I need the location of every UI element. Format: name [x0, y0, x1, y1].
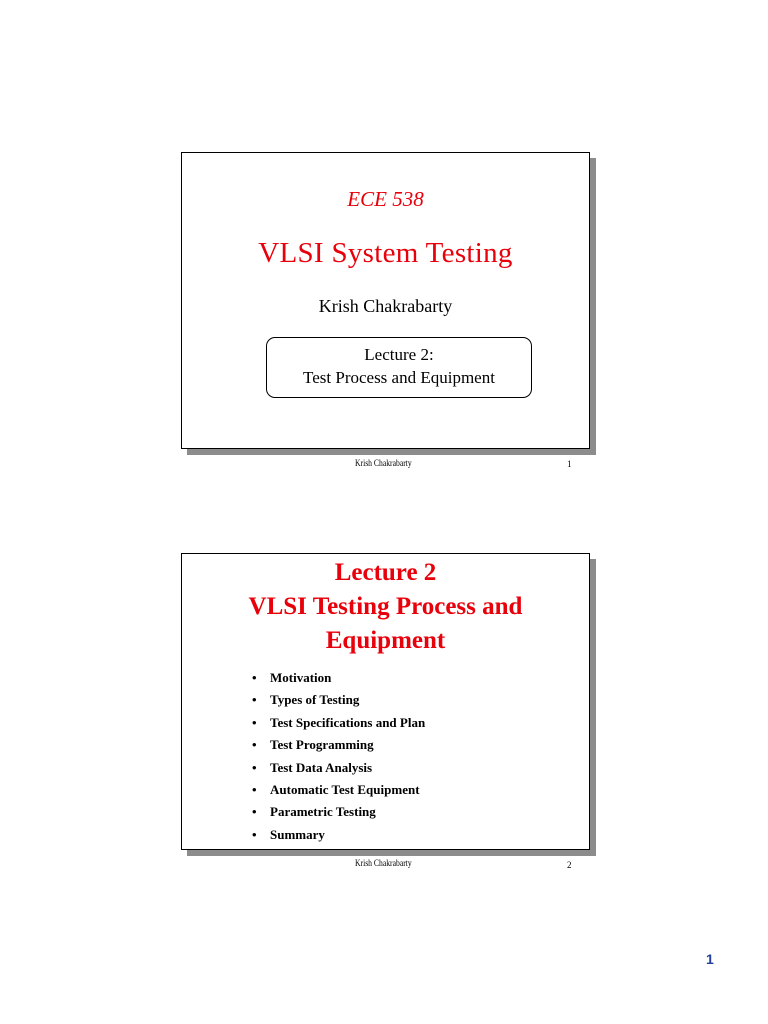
- bullet-icon: •: [252, 737, 257, 753]
- list-item: [252, 712, 425, 734]
- slide-1-footer-author: Krish Chakrabarty: [355, 458, 412, 468]
- list-item: [252, 801, 425, 823]
- topic-list: [252, 667, 425, 846]
- lecture-topic: Test Process and Equipment: [303, 368, 495, 387]
- slide-2: [181, 553, 590, 850]
- list-item-label: Automatic Test Equipment: [270, 781, 420, 797]
- list-item-label: Motivation: [270, 670, 332, 685]
- list-item-label: Test Specifications and Plan: [270, 714, 426, 730]
- list-item-label: Test Programming: [270, 737, 374, 753]
- bullet-icon: •: [252, 714, 257, 730]
- slide-title: VLSI System Testing: [258, 237, 513, 269]
- list-item-label: Test Data Analysis: [270, 759, 373, 775]
- slide-2-title-line: Equipment: [325, 627, 446, 654]
- lecture-number: Lecture 2:: [364, 345, 434, 364]
- bullet-icon: •: [252, 781, 257, 797]
- course-code: ECE 538: [347, 187, 424, 211]
- bullet-icon: •: [252, 759, 257, 775]
- lecture-box: [266, 337, 532, 398]
- slide-2-title-line: VLSI Testing Process and: [248, 593, 523, 620]
- list-item: [252, 689, 425, 711]
- list-item-label: Summary: [270, 826, 325, 842]
- slide-1: [181, 152, 590, 449]
- list-item: [252, 779, 425, 801]
- page-number: 1: [706, 951, 714, 967]
- slide-1-footer-page: 1: [567, 459, 572, 469]
- list-item-label: Parametric Testing: [270, 804, 376, 820]
- bullet-icon: •: [252, 826, 257, 842]
- author-name: Krish Chakrabarty: [318, 296, 453, 316]
- bullet-icon: •: [252, 670, 257, 685]
- bullet-icon: •: [252, 692, 257, 708]
- slide-2-title: [182, 556, 589, 658]
- slide-2-title-line: Lecture 2: [334, 559, 437, 586]
- list-item: [252, 757, 425, 779]
- list-item: [252, 824, 425, 846]
- list-item: [252, 734, 425, 756]
- slide-2-footer-author: Krish Chakrabarty: [355, 858, 412, 868]
- list-item: [252, 667, 425, 689]
- bullet-icon: •: [252, 804, 257, 820]
- slide-2-footer-page: 2: [567, 860, 572, 870]
- list-item-label: Types of Testing: [270, 692, 360, 708]
